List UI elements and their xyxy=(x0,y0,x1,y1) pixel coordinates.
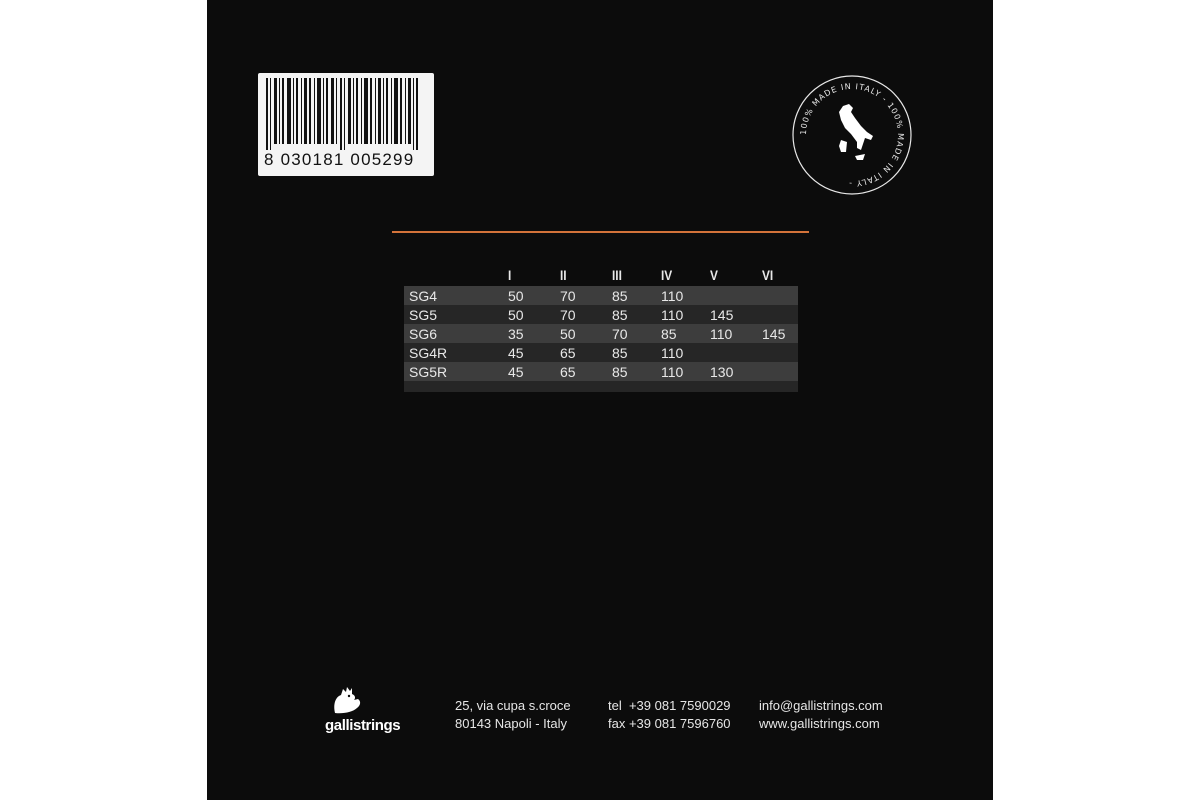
table-cell: SG5R xyxy=(409,363,448,380)
seal-text: 100% MADE IN ITALY - 100% MADE IN ITALY - xyxy=(798,81,906,189)
address-line: 80143 Napoli - Italy xyxy=(455,716,568,731)
table-cell: SG4R xyxy=(409,344,448,361)
email-link[interactable]: info@gallistrings.com xyxy=(759,698,883,713)
table-cell: 70 xyxy=(560,287,576,304)
header-cell: VI xyxy=(762,267,774,283)
header-cell: I xyxy=(508,267,512,283)
table-header xyxy=(404,264,798,286)
address-block xyxy=(455,697,571,733)
table-cell: 65 xyxy=(560,344,576,361)
table-cell: 70 xyxy=(612,325,628,342)
table-cell: 110 xyxy=(661,287,684,304)
phone-block xyxy=(608,697,731,733)
table-cell: 130 xyxy=(710,363,734,380)
table-cell: 85 xyxy=(612,287,628,304)
table-cell: 50 xyxy=(508,287,524,304)
table-cell: SG6 xyxy=(409,325,438,342)
header-cell: II xyxy=(560,267,567,283)
table-cell: 45 xyxy=(508,363,524,380)
address-line: 25, via cupa s.croce xyxy=(455,698,571,713)
contact-block xyxy=(759,697,883,733)
fax-number: fax +39 081 7596760 xyxy=(608,716,731,731)
accent-divider xyxy=(392,231,809,233)
header-cell: IV xyxy=(661,267,673,283)
table-cell: 85 xyxy=(661,325,677,342)
table-cell: 65 xyxy=(560,363,576,380)
table-row xyxy=(404,305,798,324)
made-in-italy-seal xyxy=(791,74,913,196)
table-cell: 110 xyxy=(661,306,684,323)
footer xyxy=(207,683,993,753)
table-cell: 85 xyxy=(612,306,628,323)
header-cell: III xyxy=(612,267,622,283)
string-gauge-table xyxy=(404,264,798,392)
table-cell: 50 xyxy=(508,306,524,323)
barcode-label xyxy=(258,73,434,176)
table-bottom-band xyxy=(404,381,798,392)
table-cell: SG4 xyxy=(409,287,438,304)
table-cell: 85 xyxy=(612,363,628,380)
table-cell: 85 xyxy=(612,344,628,361)
table-cell: 45 xyxy=(508,344,524,361)
brand-name: gallistrings xyxy=(325,717,401,734)
header-cell: V xyxy=(710,267,718,283)
table-cell: 145 xyxy=(762,325,786,342)
table-cell: SG5 xyxy=(409,306,438,323)
package-back-panel xyxy=(207,0,993,800)
table-row xyxy=(404,343,798,362)
table-row xyxy=(404,286,798,305)
brand-logo xyxy=(325,683,425,739)
table-cell: 35 xyxy=(508,325,524,342)
table-cell: 50 xyxy=(560,325,576,342)
table-cell: 110 xyxy=(661,363,684,380)
barcode-icon xyxy=(266,78,426,150)
table-cell: 110 xyxy=(661,344,684,361)
table-cell: 70 xyxy=(560,306,576,323)
table-row xyxy=(404,324,798,343)
table-cell: 145 xyxy=(710,306,734,323)
tel-number: tel +39 081 7590029 xyxy=(608,698,731,713)
table-cell: 110 xyxy=(710,325,733,342)
italy-seal-icon xyxy=(791,74,913,196)
rooster-icon xyxy=(329,683,369,717)
table-row xyxy=(404,362,798,381)
website-link[interactable]: www.gallistrings.com xyxy=(759,716,880,731)
barcode-number: 8 030181 005299 xyxy=(264,150,415,169)
